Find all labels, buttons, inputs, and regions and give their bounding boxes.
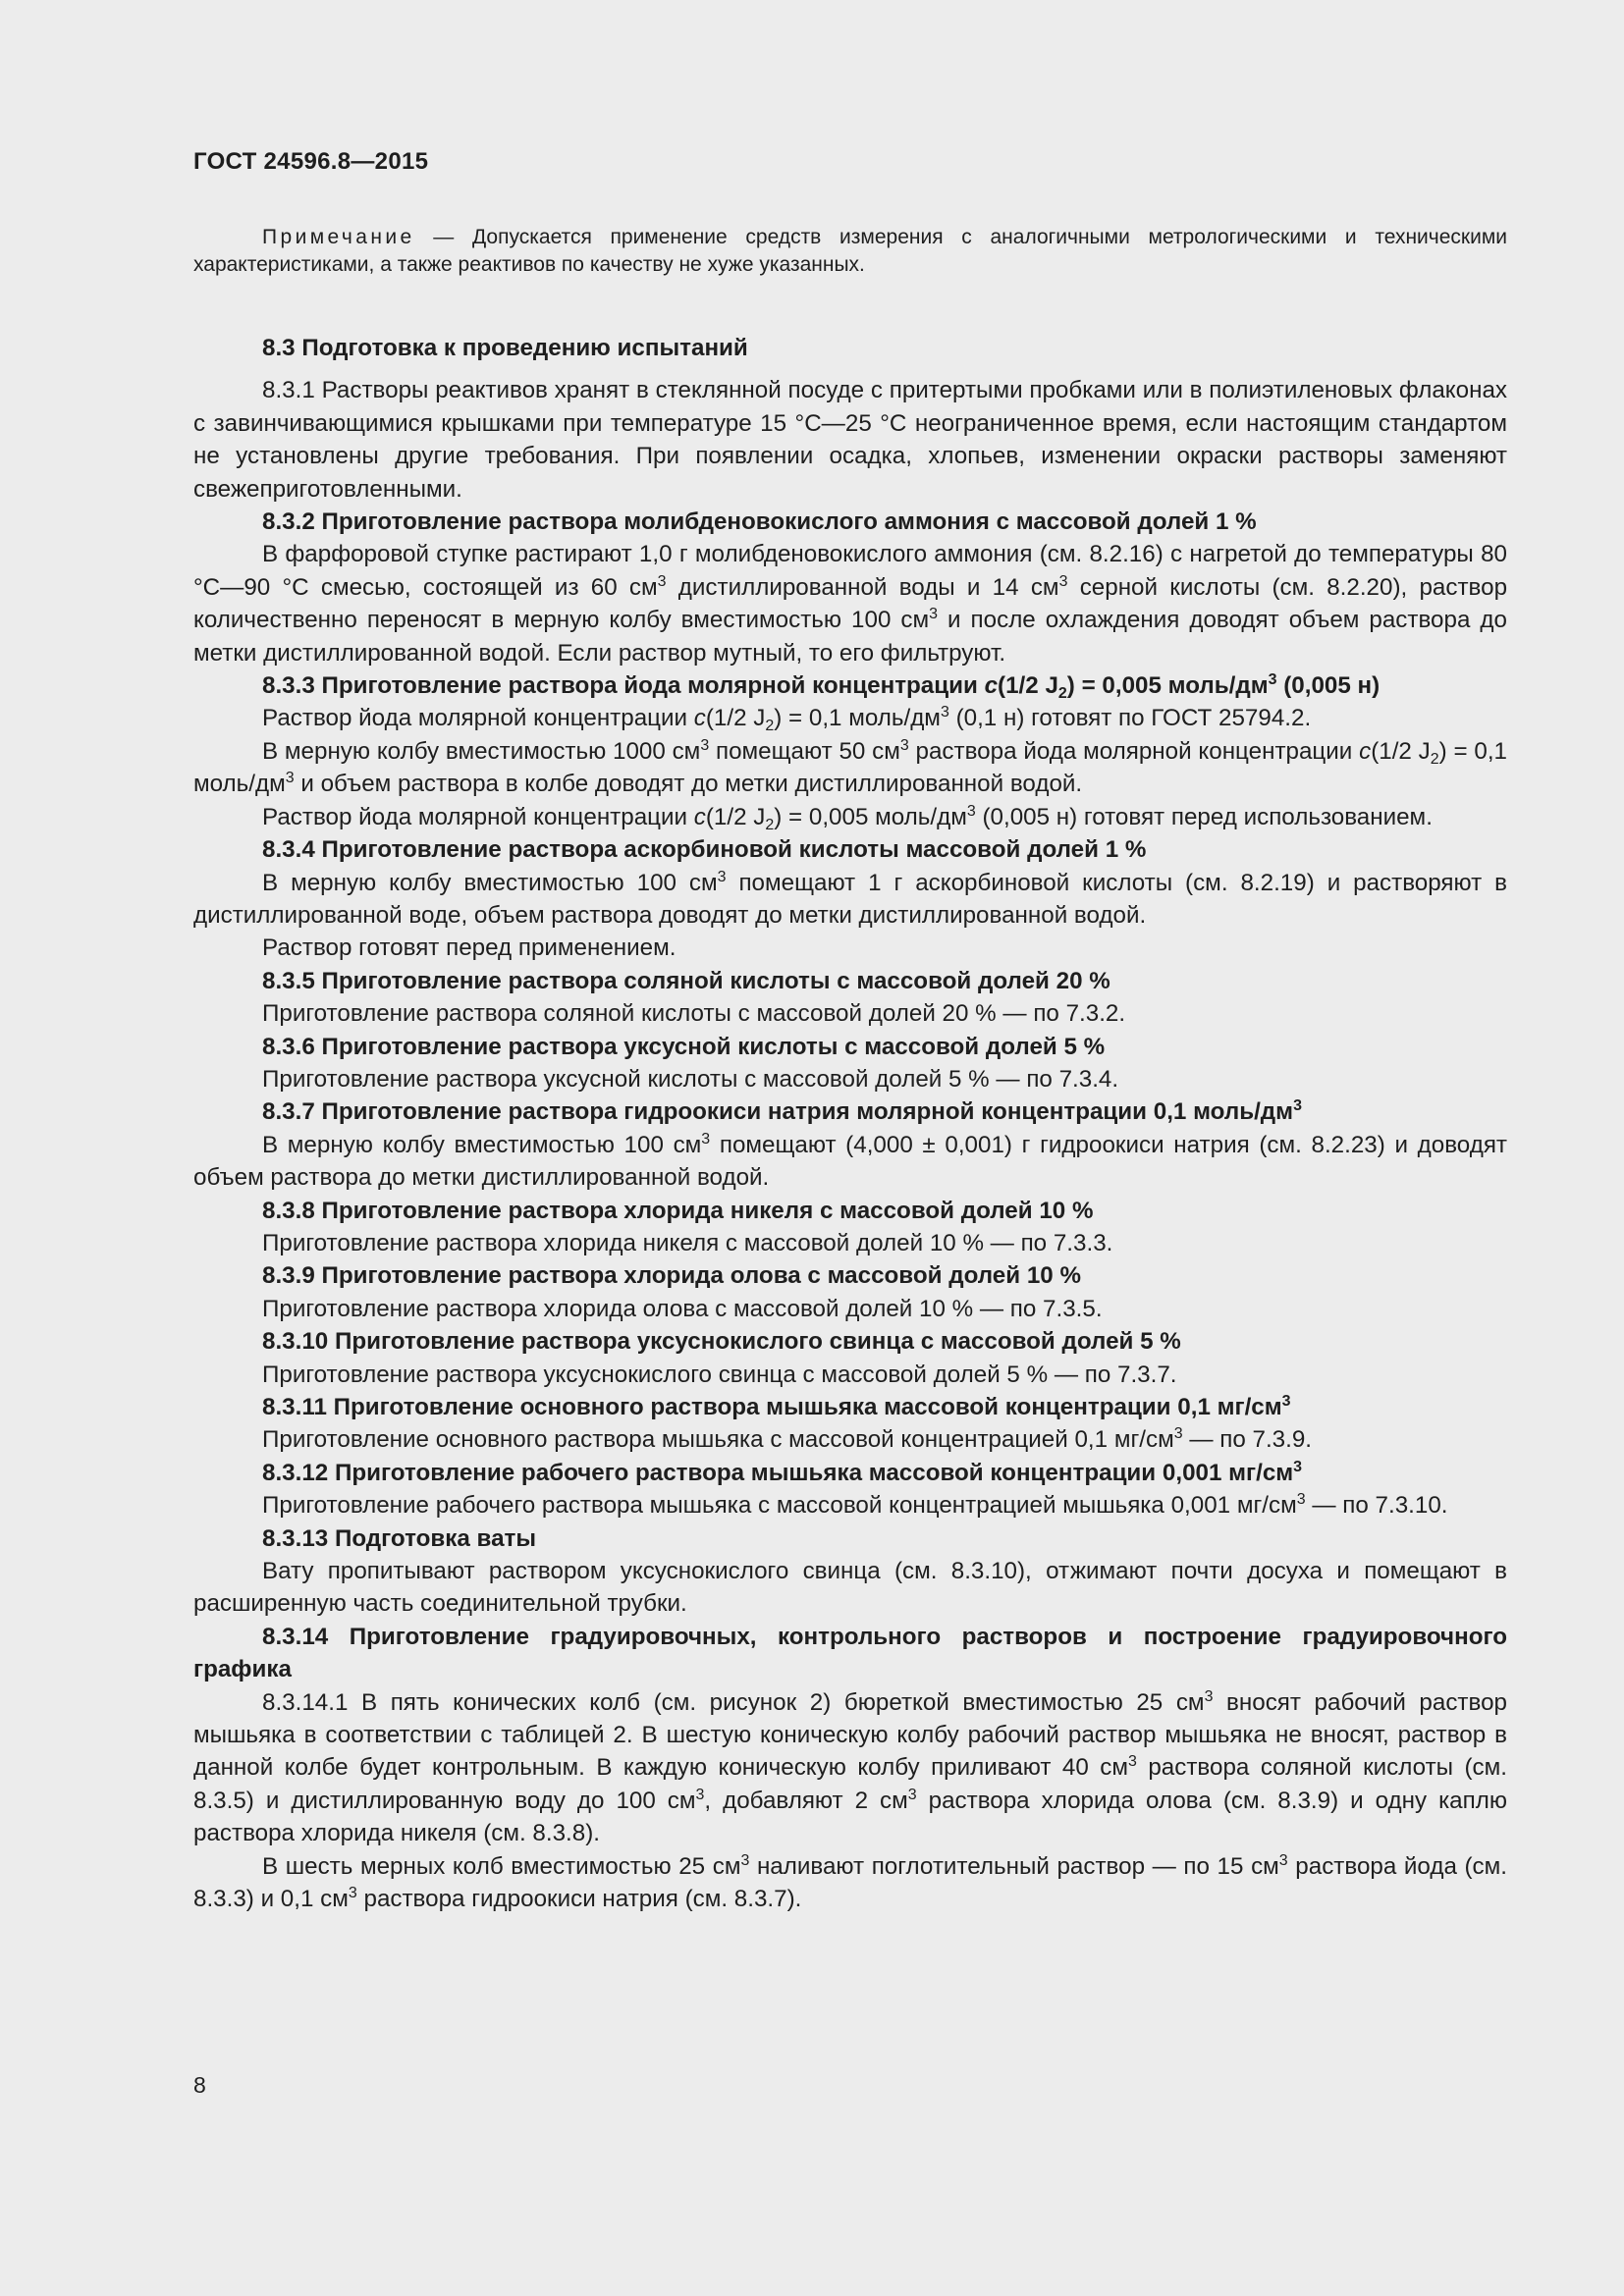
section-heading-8-3-11: 8.3.11 Приготовление основного раствора мышьяка массовой концентрации 0,1 $мг/см^3$	[262, 1393, 1291, 1420]
paragraph-8-3-4-b: Раствор готовят перед применением.	[262, 934, 677, 962]
section-heading-8-3-2: 8.3.2 Приготовление раствора молибденовокислого аммония с массовой долей 1 %	[262, 508, 1257, 536]
paragraph-8-3-3-b: В мерную колбу вместимостью 1000 $см^3$ помещают 50 $см^3$ раствора йода молярной концентрации c(1/2 $J_2) = 0,1$ моль/$дм^3$ и объем раствора в колбе доводят до метки дистиллированной водой.	[193, 737, 1507, 798]
paragraph-8-3-12: Приготовление рабочего раствора мышьяка с массовой концентрацией мышьяка 0,001 $мг/см^3$ — по 7.3.10.	[262, 1491, 1448, 1520]
section-heading-8-3-13: 8.3.13 Подготовка ваты	[262, 1524, 537, 1552]
paragraph-8-3-3-a: Раствор йода молярной концентрации c(1/2 $J_2) = 0,1$ моль/$дм^3$ (0,1 н) готовят по ГОСТ 25794.2.	[262, 704, 1312, 735]
section-heading-8-3-5: 8.3.5 Приготовление раствора соляной кислоты с массовой долей 20 %	[262, 967, 1110, 994]
paragraph-8-3-11: Приготовление основного раствора мышьяка с массовой концентрацией 0,1 $мг/см^3$ — по 7.3.9.	[262, 1425, 1313, 1454]
note-paragraph	[193, 224, 1507, 279]
document-header: ГОСТ 24596.8—2015	[193, 148, 429, 175]
paragraph-8-3-4-a: В мерную колбу вместимостью 100 $см^3$ помещают 1 г аскорбиновой кислоты (см. 8.2.19) и растворяют в дистиллированной воде, объем раствора доводят до метки дистиллированной водой.	[193, 868, 1507, 929]
paragraph-8-3-7: В мерную колбу вместимостью 100 $см^3$ помещают (4,000 ± 0,001) г гидроокиси натрия (см. 8.2.23) и доводят объем раствора до метки дистиллированной водой.	[193, 1130, 1507, 1192]
section-heading-8-3-7: 8.3.7 Приготовление раствора гидроокиси натрия молярной концентрации 0,1 моль/$дм^3$	[262, 1097, 1302, 1126]
section-heading-8-3: 8.3 Подготовка к проведению испытаний	[262, 335, 748, 361]
page-number: 8	[193, 2072, 206, 2098]
paragraph-8-3-10: Приготовление раствора уксуснокислого свинца с массовой долей 5 % — по 7.3.7.	[262, 1361, 1177, 1388]
paragraph-8-3-14-1-b: В шесть мерных колб вместимостью 25 $см^3$ наливают поглотительный раствор — по 15 $см^3$ раствора йода (см. 8.3.3) и 0,1 $см^3$ раствора гидроокиси натрия (см. 8.3.7).	[193, 1851, 1507, 1913]
note-label: Примечание	[262, 226, 415, 248]
paragraph-8-3-5: Приготовление раствора соляной кислоты с массовой долей 20 % — по 7.3.2.	[262, 1000, 1126, 1028]
section-heading-8-3-9: 8.3.9 Приготовление раствора хлорида олова с массовой долей 10 %	[262, 1262, 1081, 1290]
paragraph-8-3-8: Приготовление раствора хлорида никеля с массовой долей 10 % — по 7.3.3.	[262, 1229, 1113, 1256]
section-heading-8-3-3: 8.3.3 Приготовление раствора йода молярной концентрации c(1/2 $J_2) = 0,005$ моль/$дм^3$ (0,005 н)	[262, 671, 1380, 702]
note-text: — Допускается применение средств измерения с аналогичными метрологическими и техническими характеристиками, а также реактивов по качеству не хуже указанных.	[193, 226, 1507, 276]
document-body	[193, 324, 1507, 1916]
paragraph-8-3-6: Приготовление раствора уксусной кислоты с массовой долей 5 % — по 7.3.4.	[262, 1065, 1119, 1093]
section-heading-8-3-4: 8.3.4 Приготовление раствора аскорбиновой кислоты массовой долей 1 %	[262, 836, 1147, 864]
section-heading-8-3-8: 8.3.8 Приготовление раствора хлорида никеля с массовой долей 10 %	[262, 1197, 1094, 1224]
paragraph-8-3-1: 8.3.1 Растворы реактивов хранят в стеклянной посуде с притертыми пробками или в полиэтиленовых флаконах с завинчивающимися крышками при температуре 15 °С—25 °С неограниченное время, если настоящим стандартом не установлены другие требования. При появлении осадка, хлопьев, изменении окраски растворы заменяют свежеприготовленными.	[193, 377, 1507, 503]
paragraph-8-3-13: Вату пропитывают раствором уксуснокислого свинца (см. 8.3.10), отжимают почти досуха и помещают в расширенную часть соединительной трубки.	[193, 1558, 1507, 1618]
section-heading-8-3-6: 8.3.6 Приготовление раствора уксусной кислоты с массовой долей 5 %	[262, 1033, 1106, 1060]
paragraph-8-3-9: Приготовление раствора хлорида олова с массовой долей 10 % — по 7.3.5.	[262, 1295, 1103, 1322]
section-heading-8-3-14: 8.3.14 Приготовление градуировочных, контрольного растворов и построение градуировочного графика	[193, 1623, 1507, 1683]
section-heading-8-3-12: 8.3.12 Приготовление рабочего раствора мышьяка массовой концентрации 0,001 $мг/см^3$	[262, 1459, 1303, 1486]
paragraph-8-3-2: В фарфоровой ступке растирают 1,0 г молибденовокислого аммония (см. 8.2.16) с нагретой до температуры 80 °С—90 °С смесью, состоящей из 60 $см^3$ дистиллированной воды и 14 $см^3$ серной кислоты (см. 8.2.20), раствор количественно переносят в мерную колбу вместимостью 100 $см^3$ и после охлаждения доводят объем раствора до метки дистиллированной водой. Если раствор мутный, то его фильтруют.	[193, 541, 1508, 667]
paragraph-8-3-3-c: Раствор йода молярной концентрации c(1/2 $J_2) = 0,005$ моль/$дм^3$ (0,005 н) готовят перед использованием.	[262, 802, 1433, 833]
paragraph-8-3-14-1: 8.3.14.1 В пять конических колб (см. рисунок 2) бюреткой вместимостью 25 $см^3$ вносят рабочий раствор мышьяка в соответствии с таблицей 2. В шестую коническую колбу рабочий раствор мышьяка не вносят, раствор в данной колбе будет контрольным. В каждую коническую колбу приливают 40 $см^3$ раствора соляной кислоты (см. 8.3.5) и дистиллированную воду до 100 $см^3$, добавляют 2 $см^3$ раствора хлорида олова (см. 8.3.9) и одну каплю раствора хлорида никеля (см. 8.3.8).	[193, 1687, 1507, 1847]
section-heading-8-3-10: 8.3.10 Приготовление раствора уксуснокислого свинца с массовой долей 5 %	[262, 1328, 1181, 1356]
